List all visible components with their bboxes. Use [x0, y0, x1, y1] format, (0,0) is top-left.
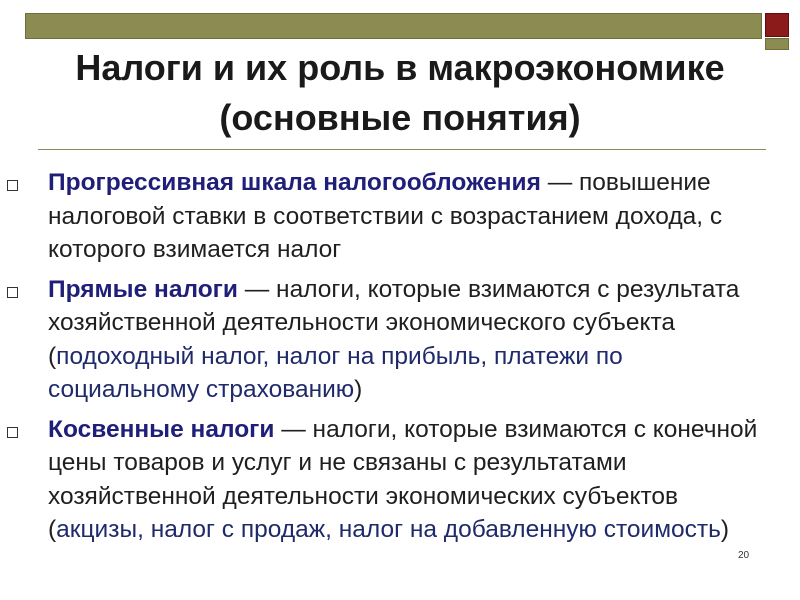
square-bullet-icon [7, 287, 18, 298]
bullet-item-progressive-scale [0, 166, 778, 267]
definition: — налоги, которые взимаются с результата хозяйственной деятельности экономического субъекта ( [48, 275, 740, 370]
term: Косвенные налоги [48, 415, 275, 443]
bullet-item-direct-taxes [0, 273, 778, 407]
term: Прямые налоги [48, 275, 238, 303]
examples: акцизы, налог с продаж, налог на добавленную стоимость [56, 516, 721, 543]
square-bullet-icon [7, 427, 18, 438]
title-line-1: Налоги и их роль в макроэкономике [75, 47, 725, 88]
slide-title [0, 43, 800, 143]
definition: — повышение налоговой ставки в соответствии с возрастанием дохода, с которого взимается налог [48, 169, 723, 263]
closing: ) [354, 376, 363, 403]
title-line-2: (основные понятия) [219, 97, 581, 138]
term: Прогрессивная шкала налогообложения [48, 169, 541, 196]
title-divider [38, 149, 766, 150]
top-decorative-bar [25, 13, 762, 39]
decorative-square-red [765, 13, 789, 37]
definition: — налоги, которые взимаются с конечной цены товаров и услуг и не связаны с результатами хозяйственной деятельности экономических субъектов ( [48, 415, 758, 543]
bullet-list [0, 166, 800, 553]
examples: подоходный налог, налог на прибыль, платежи по социальному страхованию [48, 342, 623, 403]
square-bullet-icon [7, 180, 18, 191]
bullet-item-indirect-taxes [0, 413, 778, 547]
closing: ) [720, 516, 730, 543]
page-number: 20 [738, 550, 750, 561]
